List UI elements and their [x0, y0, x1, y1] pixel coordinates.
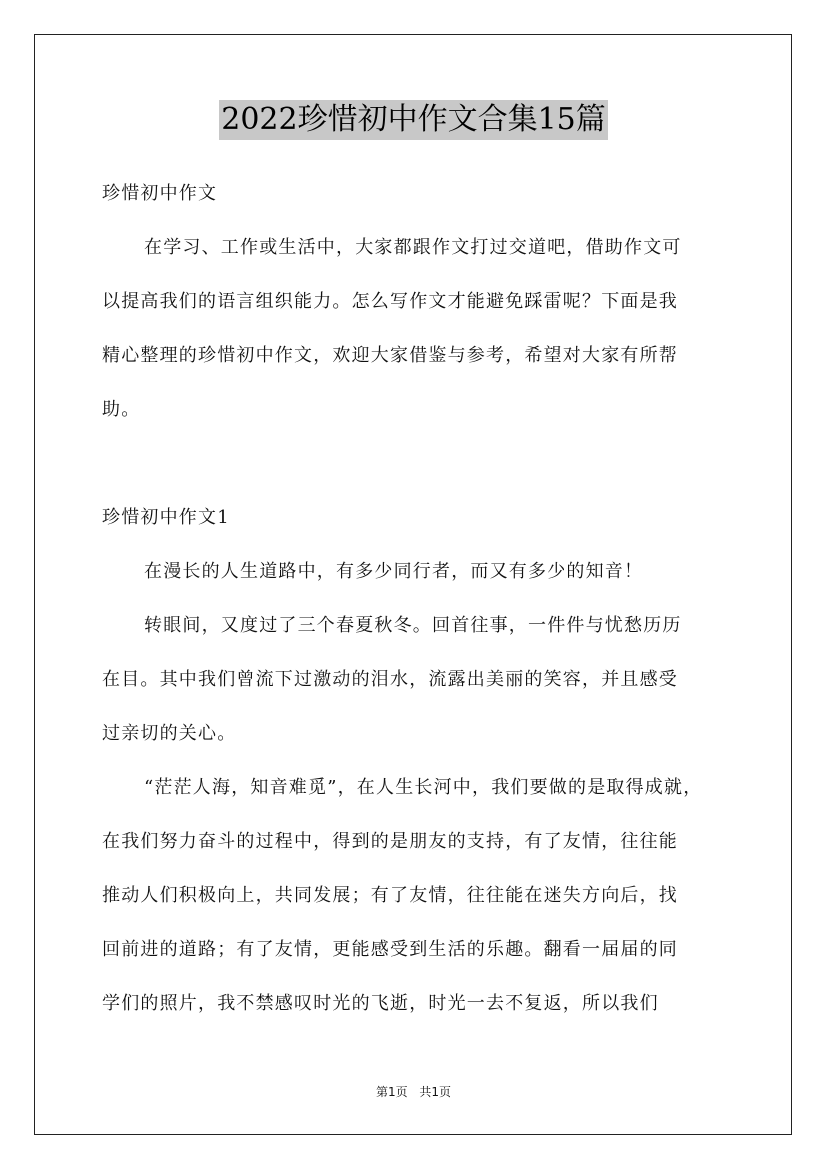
paragraph-line: 回前进的道路；有了友情，更能感受到生活的乐趣。翻看一届届的同 — [102, 939, 678, 960]
paragraph-line: 在目。其中我们曾流下过激动的泪水，流露出美丽的笑容，并且感受 — [102, 669, 678, 690]
page-number: 第1页 — [375, 1085, 408, 1099]
paragraph-line: 精心整理的珍惜初中作文，欢迎大家借鉴与参考，希望对大家有所帮 — [102, 345, 678, 366]
page-count: 共1页 — [419, 1085, 452, 1099]
paragraph-spacer — [102, 443, 727, 497]
page-footer — [0, 1084, 827, 1100]
paragraph-line: 以提高我们的语言组织能力。怎么写作文才能避免踩雷呢？下面是我 — [102, 291, 678, 312]
title-container — [0, 100, 827, 140]
document-title: 2022珍惜初中作文合集15篇 — [219, 100, 608, 140]
paragraph-line: 在我们努力奋斗的过程中，得到的是朋友的支持，有了友情，往往能 — [102, 831, 678, 852]
paragraph-line: 过亲切的关心。 — [102, 723, 237, 744]
paragraph-line: “茫茫人海，知音难觅”，在人生长河中，我们要做的是取得成就， — [144, 777, 703, 798]
document-body — [102, 173, 727, 1037]
paragraph-line: 学们的照片，我不禁感叹时光的飞逝，时光一去不复返，所以我们 — [102, 993, 659, 1014]
section-heading: 珍惜初中作文1 — [102, 507, 230, 528]
paragraph-line: 在学习、工作或生活中，大家都跟作文打过交道吧，借助作文可 — [144, 237, 682, 258]
section-heading: 珍惜初中作文 — [102, 183, 218, 204]
paragraph-line: 助。 — [102, 399, 141, 420]
paragraph-line: 推动人们积极向上，共同发展；有了友情，往往能在迷失方向后，找 — [102, 885, 678, 906]
paragraph-line: 在漫长的人生道路中，有多少同行者，而又有多少的知音！ — [144, 561, 644, 582]
paragraph-line: 转眼间，又度过了三个春夏秋冬。回首往事，一件件与忧愁历历 — [144, 615, 682, 636]
